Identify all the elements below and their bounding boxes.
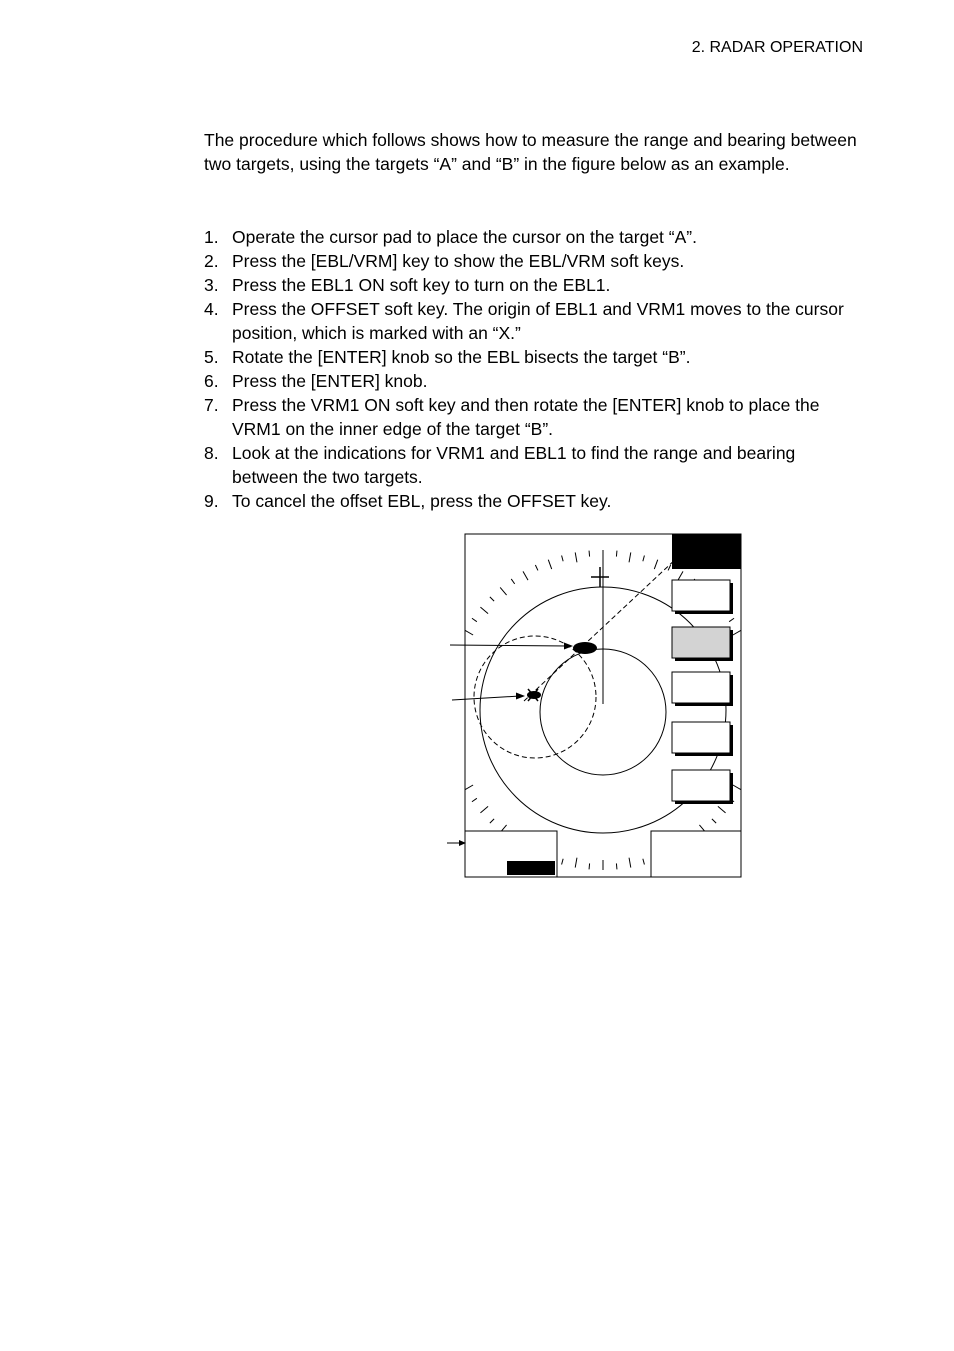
bearing-tick: [458, 642, 463, 645]
step-4: [204, 297, 864, 345]
soft-key-2[interactable]: [672, 627, 730, 658]
bottom-left-readout-bar: [507, 861, 555, 875]
section-header: 2. RADAR OPERATION: [691, 39, 863, 56]
step-number: 1.: [204, 227, 219, 247]
bearing-tick: [743, 642, 748, 645]
bearing-tick: [445, 682, 455, 684]
bearing-tick: [589, 551, 590, 557]
bearing-tick: [444, 696, 450, 697]
bearing-tick: [458, 775, 463, 778]
step-3: [204, 273, 864, 297]
step-text: Look at the indications for VRM1 and EBL1 to find the range and bearing between the two targets.: [232, 443, 796, 487]
step-1: [204, 225, 864, 249]
step-5: [204, 345, 864, 369]
step-number: 3.: [204, 275, 219, 295]
bearing-tick: [589, 863, 590, 869]
step-number: 2.: [204, 251, 219, 271]
step-text: Press the [EBL/VRM] key to show the EBL/VRM soft keys.: [232, 251, 685, 271]
step-text: Press the OFFSET soft key. The origin of EBL1 and VRM1 moves to the cursor position, which is marked with an “X.”: [232, 299, 844, 343]
bearing-tick: [453, 655, 462, 658]
step-number: 8.: [204, 443, 219, 463]
step-9: [204, 489, 864, 513]
bearing-tick: [616, 863, 617, 869]
target-b: [527, 691, 541, 699]
step-6: [204, 369, 864, 393]
bearing-tick: [744, 761, 750, 764]
bearing-tick: [445, 736, 455, 738]
radar-offset-ebl-figure: [440, 530, 750, 882]
target-a: [573, 642, 597, 654]
soft-key-5[interactable]: [672, 770, 730, 801]
soft-key-column: [672, 580, 733, 804]
step-text: Rotate the [ENTER] knob so the EBL bisects the target “B”.: [232, 347, 691, 367]
bearing-tick: [744, 655, 750, 658]
bearing-tick: [448, 669, 454, 671]
bearing-tick: [444, 723, 450, 724]
soft-key-4[interactable]: [672, 722, 730, 753]
step-7: [204, 393, 864, 441]
bottom-right-readout-box: [651, 831, 741, 877]
step-number: 6.: [204, 371, 219, 391]
procedure-steps: [204, 225, 864, 513]
soft-key-3[interactable]: [672, 672, 730, 703]
intro-paragraph: The procedure which follows shows how to measure the range and bearing between two targets, using the targets “A” and “B” in the figure below as an example.: [204, 130, 857, 174]
step-text: Press the [ENTER] knob.: [232, 371, 428, 391]
bearing-tick: [616, 551, 617, 557]
menu-title-box: [672, 534, 741, 569]
step-2: [204, 249, 864, 273]
step-8: [204, 441, 864, 489]
step-text: Press the EBL1 ON soft key to turn on the EBL1.: [232, 275, 611, 295]
bearing-tick: [453, 761, 462, 764]
step-text: To cancel the offset EBL, press the OFFSET key.: [232, 491, 612, 511]
step-number: 9.: [204, 491, 219, 511]
bearing-tick: [448, 750, 454, 752]
step-text: Press the VRM1 ON soft key and then rotate the [ENTER] knob to place the VRM1 on the inner edge of the target “B”.: [232, 395, 820, 439]
soft-key-1[interactable]: [672, 580, 730, 611]
step-text: Operate the cursor pad to place the cursor on the target “A”.: [232, 227, 697, 247]
step-number: 7.: [204, 395, 219, 415]
step-number: 4.: [204, 299, 219, 319]
step-number: 5.: [204, 347, 219, 367]
bearing-tick: [743, 775, 748, 778]
